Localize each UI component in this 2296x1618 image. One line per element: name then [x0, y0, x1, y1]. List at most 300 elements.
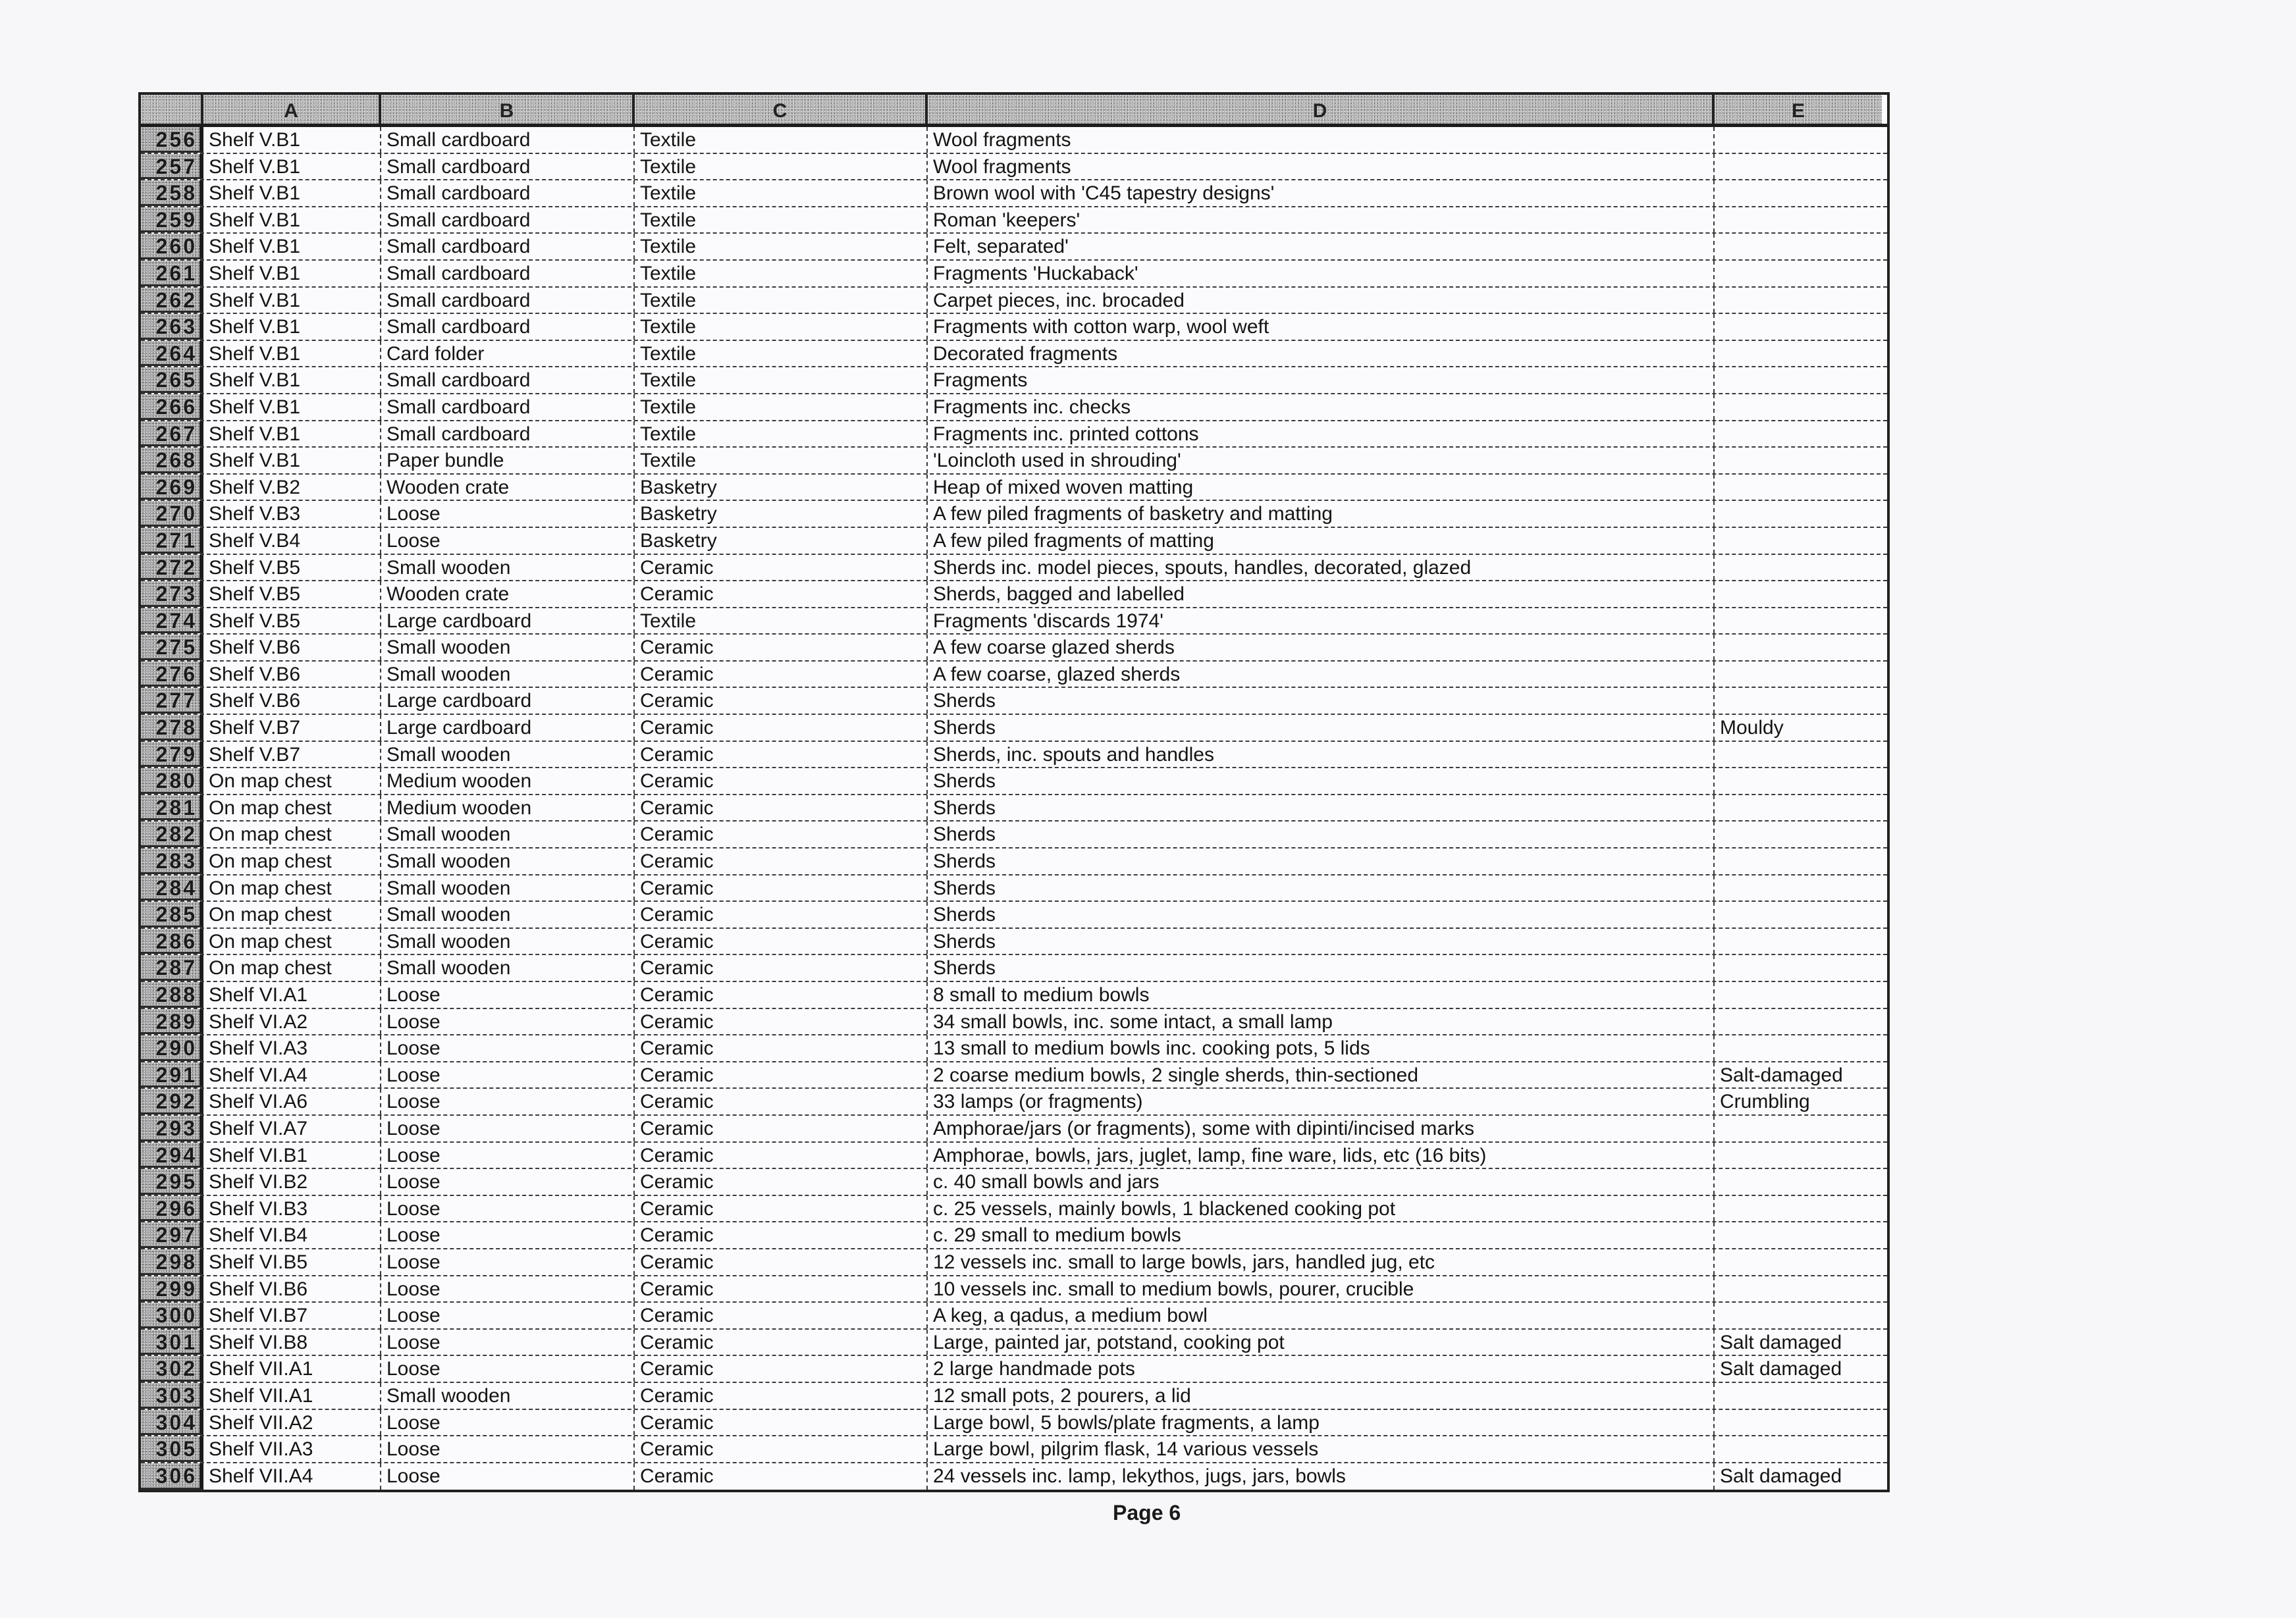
cell-condition — [1715, 421, 1882, 447]
cell-condition: Salt damaged — [1720, 1331, 1842, 1353]
cell-location: Shelf VI.A4 — [203, 1062, 381, 1088]
cell-material: Textile — [635, 448, 928, 473]
row-number: 286 — [141, 929, 203, 954]
row-number: 270 — [141, 501, 203, 527]
cell-container: Small wooden — [381, 662, 635, 687]
cell-location: Shelf V.B1 — [203, 448, 381, 473]
cell-description: Carpet pieces, inc. brocaded — [928, 288, 1715, 313]
row-number: 263 — [141, 314, 203, 340]
cell-container: Small cardboard — [381, 421, 635, 447]
cell-condition — [1715, 822, 1882, 847]
row-number: 277 — [141, 688, 203, 714]
cell-description: Sherds — [928, 902, 1715, 927]
cell-condition — [1715, 1276, 1882, 1302]
cell-description: Wool fragments — [928, 127, 1715, 153]
cell-location: Shelf V.B1 — [203, 394, 381, 420]
cell-description: Heap of mixed woven matting — [928, 475, 1715, 500]
cell-condition: Crumbling — [1720, 1091, 1810, 1113]
cell-material: Ceramic — [635, 1410, 928, 1436]
cell-description: Felt, separated' — [928, 234, 1715, 259]
row-number: 272 — [141, 555, 203, 581]
table-row — [141, 742, 1887, 769]
cell-container: Large cardboard — [381, 715, 635, 741]
cell-condition — [1715, 982, 1882, 1008]
cell-container: Loose — [381, 1303, 635, 1328]
row-number: 256 — [141, 127, 203, 153]
row-number: 257 — [141, 154, 203, 180]
cell-container: Small cardboard — [381, 367, 635, 393]
cell-material: Ceramic — [635, 1436, 928, 1462]
row-number: 285 — [141, 902, 203, 927]
cell-location: Shelf VII.A4 — [203, 1463, 381, 1490]
cell-container: Loose — [381, 1276, 635, 1302]
row-number: 261 — [141, 261, 203, 286]
cell-container: Loose — [381, 1249, 635, 1275]
table-row — [141, 875, 1887, 902]
table-row — [141, 1383, 1887, 1410]
cell-description: 2 large handmade pots — [928, 1356, 1715, 1382]
cell-condition — [1715, 1436, 1882, 1462]
cell-location: Shelf VI.B4 — [203, 1222, 381, 1248]
cell-container: Wooden crate — [381, 581, 635, 607]
table-row — [141, 1009, 1887, 1036]
cell-container: Loose — [381, 1169, 635, 1195]
table-row — [141, 1089, 1887, 1116]
cell-location: Shelf V.B1 — [203, 127, 381, 153]
cell-location: Shelf V.B5 — [203, 581, 381, 607]
cell-material: Ceramic — [635, 555, 928, 581]
cell-material: Ceramic — [635, 822, 928, 847]
cell-material: Ceramic — [635, 929, 928, 954]
cell-description: 34 small bowls, inc. some intact, a small lamp — [928, 1009, 1715, 1035]
cell-material: Textile — [635, 314, 928, 340]
cell-location: Shelf V.B1 — [203, 288, 381, 313]
cell-material: Textile — [635, 154, 928, 180]
cell-material: Ceramic — [635, 795, 928, 821]
table-row — [141, 902, 1887, 929]
cell-material: Ceramic — [635, 688, 928, 714]
row-number: 275 — [141, 635, 203, 660]
cell-container: Card folder — [381, 341, 635, 367]
cell-container: Small wooden — [381, 955, 635, 981]
cell-location: Shelf VI.A7 — [203, 1116, 381, 1141]
cell-description: 10 vessels inc. small to medium bowls, pourer, crucible — [928, 1276, 1715, 1302]
row-number: 301 — [141, 1330, 203, 1355]
row-number: 280 — [141, 768, 203, 794]
cell-condition — [1715, 581, 1882, 607]
cell-condition — [1715, 848, 1882, 874]
row-number: 258 — [141, 180, 203, 206]
cell-container: Paper bundle — [381, 448, 635, 473]
cell-description: Roman 'keepers' — [928, 207, 1715, 233]
cell-condition — [1715, 1196, 1882, 1222]
table-row — [141, 662, 1887, 689]
row-number: 265 — [141, 367, 203, 393]
cell-description: Sherds — [928, 955, 1715, 981]
cell-location: Shelf VI.A2 — [203, 1009, 381, 1035]
row-number: 273 — [141, 581, 203, 607]
cell-condition — [1715, 1222, 1882, 1248]
cell-location: Shelf V.B1 — [203, 180, 381, 206]
cell-material: Textile — [635, 608, 928, 634]
cell-container: Large cardboard — [381, 608, 635, 634]
cell-container: Loose — [381, 1463, 635, 1490]
cell-container: Loose — [381, 1143, 635, 1168]
cell-description: Wool fragments — [928, 154, 1715, 180]
table-row — [141, 207, 1887, 234]
cell-material: Ceramic — [635, 768, 928, 794]
cell-material: Textile — [635, 341, 928, 367]
table-row — [141, 1276, 1887, 1303]
cell-description: Amphorae/jars (or fragments), some with dipinti/incised marks — [928, 1116, 1715, 1141]
cell-container: Loose — [381, 528, 635, 554]
row-number: 282 — [141, 822, 203, 847]
cell-container: Small wooden — [381, 929, 635, 954]
cell-condition — [1715, 448, 1882, 473]
cell-material: Ceramic — [635, 982, 928, 1008]
cell-material: Ceramic — [635, 1143, 928, 1168]
cell-description: A few coarse, glazed sherds — [928, 662, 1715, 687]
table-row — [141, 127, 1887, 154]
cell-material: Ceramic — [635, 1249, 928, 1275]
cell-condition — [1715, 875, 1882, 901]
cell-condition — [1715, 1143, 1882, 1168]
table-row — [141, 1463, 1887, 1490]
cell-description: Sherds — [928, 822, 1715, 847]
cell-container: Loose — [381, 1330, 635, 1355]
cell-location: Shelf V.B1 — [203, 234, 381, 259]
row-number: 296 — [141, 1196, 203, 1222]
cell-description: Large bowl, pilgrim flask, 14 various vessels — [928, 1436, 1715, 1462]
cell-material: Basketry — [635, 528, 928, 554]
cell-material: Ceramic — [635, 1089, 928, 1114]
row-number: 295 — [141, 1169, 203, 1195]
cell-condition — [1715, 1169, 1882, 1195]
cell-condition — [1715, 608, 1882, 634]
cell-container: Loose — [381, 1222, 635, 1248]
cell-description: c. 25 vessels, mainly bowls, 1 blackened cooking pot — [928, 1196, 1715, 1222]
table-row — [141, 1410, 1887, 1437]
row-number: 289 — [141, 1009, 203, 1035]
cell-container: Loose — [381, 501, 635, 527]
cell-container: Small wooden — [381, 822, 635, 847]
corner-header — [141, 95, 203, 124]
cell-condition: Salt damaged — [1720, 1465, 1842, 1487]
cell-material: Textile — [635, 367, 928, 393]
cell-container: Wooden crate — [381, 475, 635, 500]
cell-condition — [1715, 528, 1882, 554]
cell-container: Small wooden — [381, 742, 635, 768]
cell-material: Basketry — [635, 501, 928, 527]
cell-location: Shelf V.B5 — [203, 555, 381, 581]
cell-container: Small wooden — [381, 555, 635, 581]
table-row — [141, 555, 1887, 582]
row-number: 279 — [141, 742, 203, 768]
cell-location: On map chest — [203, 768, 381, 794]
table-row — [141, 1249, 1887, 1276]
row-number: 268 — [141, 448, 203, 473]
column-header-c: C — [635, 95, 928, 124]
cell-material: Textile — [635, 394, 928, 420]
cell-container: Small cardboard — [381, 154, 635, 180]
row-number: 259 — [141, 207, 203, 233]
cell-description: A few coarse glazed sherds — [928, 635, 1715, 660]
row-number: 290 — [141, 1035, 203, 1061]
cell-location: Shelf VI.A6 — [203, 1089, 381, 1114]
cell-condition — [1715, 261, 1882, 286]
cell-material: Ceramic — [635, 902, 928, 927]
cell-description: Fragments inc. printed cottons — [928, 421, 1715, 447]
cell-location: On map chest — [203, 875, 381, 901]
table-row — [141, 1062, 1887, 1089]
cell-condition — [1715, 635, 1882, 660]
cell-location: Shelf V.B1 — [203, 367, 381, 393]
cell-description: Sherds — [928, 875, 1715, 901]
table-row — [141, 848, 1887, 875]
row-number: 305 — [141, 1436, 203, 1462]
cell-condition — [1715, 341, 1882, 367]
row-number: 274 — [141, 608, 203, 634]
cell-location: Shelf VI.A3 — [203, 1035, 381, 1061]
cell-description: Fragments with cotton warp, wool weft — [928, 314, 1715, 340]
table-row — [141, 635, 1887, 662]
cell-description: Fragments inc. checks — [928, 394, 1715, 420]
table-row — [141, 929, 1887, 956]
table-row — [141, 394, 1887, 421]
cell-condition — [1715, 314, 1882, 340]
cell-container: Small wooden — [381, 635, 635, 660]
cell-condition — [1715, 1249, 1882, 1275]
cell-container: Loose — [381, 1116, 635, 1141]
cell-description: 33 lamps (or fragments) — [928, 1089, 1715, 1114]
table-row — [141, 955, 1887, 982]
cell-container: Loose — [381, 982, 635, 1008]
row-number: 276 — [141, 662, 203, 687]
cell-description: A few piled fragments of basketry and matting — [928, 501, 1715, 527]
cell-description: 24 vessels inc. lamp, lekythos, jugs, jars, bowls — [928, 1463, 1715, 1490]
table-row — [141, 982, 1887, 1009]
cell-description: Amphorae, bowls, jars, juglet, lamp, fine ware, lids, etc (16 bits) — [928, 1143, 1715, 1168]
cell-condition — [1715, 662, 1882, 687]
cell-description: Sherds — [928, 688, 1715, 714]
cell-material: Ceramic — [635, 848, 928, 874]
cell-location: Shelf V.B1 — [203, 261, 381, 286]
table-body — [141, 127, 1887, 1490]
cell-location: Shelf V.B7 — [203, 742, 381, 768]
cell-condition — [1715, 501, 1882, 527]
row-number: 302 — [141, 1356, 203, 1382]
cell-material: Textile — [635, 207, 928, 233]
cell-condition: Salt-damaged — [1720, 1064, 1843, 1086]
column-header-a: A — [203, 95, 381, 124]
cell-container: Loose — [381, 1410, 635, 1436]
row-number: 262 — [141, 288, 203, 313]
row-number: 284 — [141, 875, 203, 901]
row-number: 294 — [141, 1143, 203, 1168]
row-number: 287 — [141, 955, 203, 981]
cell-condition — [1715, 475, 1882, 500]
cell-description: 13 small to medium bowls inc. cooking pots, 5 lids — [928, 1035, 1715, 1061]
table-row — [141, 581, 1887, 608]
cell-location: On map chest — [203, 955, 381, 981]
cell-container: Loose — [381, 1089, 635, 1114]
cell-condition — [1715, 1383, 1882, 1409]
row-number: 269 — [141, 475, 203, 500]
cell-condition — [1715, 1035, 1882, 1061]
cell-container: Loose — [381, 1196, 635, 1222]
cell-location: Shelf VI.B5 — [203, 1249, 381, 1275]
cell-condition — [1715, 1116, 1882, 1141]
table-row — [141, 367, 1887, 394]
cell-location: Shelf VII.A1 — [203, 1356, 381, 1382]
cell-material: Ceramic — [635, 1276, 928, 1302]
cell-condition — [1715, 127, 1882, 153]
cell-container: Small cardboard — [381, 314, 635, 340]
cell-condition — [1715, 1410, 1882, 1436]
row-number: 291 — [141, 1062, 203, 1088]
cell-location: Shelf VII.A1 — [203, 1383, 381, 1409]
cell-material: Ceramic — [635, 635, 928, 660]
cell-location: Shelf VI.B3 — [203, 1196, 381, 1222]
row-number: 304 — [141, 1410, 203, 1436]
cell-material: Ceramic — [635, 662, 928, 687]
column-header-b: B — [381, 95, 635, 124]
cell-location: Shelf V.B6 — [203, 662, 381, 687]
cell-condition — [1715, 367, 1882, 393]
table-row — [141, 1116, 1887, 1143]
cell-location: Shelf V.B6 — [203, 635, 381, 660]
cell-container: Small cardboard — [381, 180, 635, 206]
cell-condition — [1715, 1303, 1882, 1328]
cell-condition — [1715, 902, 1882, 927]
cell-location: Shelf V.B1 — [203, 341, 381, 367]
cell-container: Small cardboard — [381, 234, 635, 259]
cell-location: Shelf VI.A1 — [203, 982, 381, 1008]
cell-location: On map chest — [203, 902, 381, 927]
row-number: 271 — [141, 528, 203, 554]
table-row — [141, 688, 1887, 715]
cell-material: Textile — [635, 234, 928, 259]
row-number: 292 — [141, 1089, 203, 1114]
cell-condition — [1715, 288, 1882, 313]
cell-condition — [1715, 955, 1882, 981]
cell-location: On map chest — [203, 848, 381, 874]
cell-condition — [1715, 768, 1882, 794]
cell-material: Textile — [635, 421, 928, 447]
cell-material: Ceramic — [635, 1169, 928, 1195]
cell-description: Sherds — [928, 768, 1715, 794]
cell-location: Shelf V.B3 — [203, 501, 381, 527]
table-row — [141, 341, 1887, 368]
table-row — [141, 421, 1887, 448]
row-number: 298 — [141, 1249, 203, 1275]
cell-location: Shelf VI.B6 — [203, 1276, 381, 1302]
cell-description: Sherds, bagged and labelled — [928, 581, 1715, 607]
row-number: 297 — [141, 1222, 203, 1248]
cell-condition — [1715, 1009, 1882, 1035]
cell-description: Sherds — [928, 929, 1715, 954]
cell-material: Ceramic — [635, 581, 928, 607]
cell-material: Ceramic — [635, 955, 928, 981]
cell-description: 12 vessels inc. small to large bowls, jars, handled jug, etc — [928, 1249, 1715, 1275]
cell-description: Fragments 'Huckaback' — [928, 261, 1715, 286]
table-row — [141, 154, 1887, 181]
cell-container: Loose — [381, 1356, 635, 1382]
table-row — [141, 180, 1887, 207]
table-row — [141, 475, 1887, 502]
row-number: 306 — [141, 1463, 203, 1490]
cell-description: Sherds — [928, 848, 1715, 874]
cell-material: Basketry — [635, 475, 928, 500]
table-row — [141, 822, 1887, 848]
row-number: 281 — [141, 795, 203, 821]
cell-material: Ceramic — [635, 875, 928, 901]
table-row — [141, 1169, 1887, 1196]
cell-material: Textile — [635, 127, 928, 153]
table-row — [141, 501, 1887, 528]
cell-location: Shelf VII.A2 — [203, 1410, 381, 1436]
table-row — [141, 1303, 1887, 1330]
cell-description: Fragments — [928, 367, 1715, 393]
column-header-e: E — [1715, 95, 1882, 124]
cell-description: c. 40 small bowls and jars — [928, 1169, 1715, 1195]
cell-location: Shelf VI.B2 — [203, 1169, 381, 1195]
spreadsheet-table — [138, 92, 1890, 1492]
table-row — [141, 1436, 1887, 1463]
cell-condition — [1715, 929, 1882, 954]
cell-description: c. 29 small to medium bowls — [928, 1222, 1715, 1248]
cell-condition — [1715, 234, 1882, 259]
cell-condition: Mouldy — [1720, 717, 1784, 739]
cell-location: Shelf V.B7 — [203, 715, 381, 741]
cell-condition — [1715, 154, 1882, 180]
cell-material: Ceramic — [635, 1303, 928, 1328]
cell-location: On map chest — [203, 929, 381, 954]
cell-condition — [1715, 394, 1882, 420]
table-row — [141, 795, 1887, 822]
column-header-row — [141, 95, 1887, 127]
cell-container: Small cardboard — [381, 394, 635, 420]
table-row — [141, 314, 1887, 341]
row-number: 288 — [141, 982, 203, 1008]
cell-material: Ceramic — [635, 1035, 928, 1061]
cell-material: Ceramic — [635, 1383, 928, 1409]
cell-description: Large bowl, 5 bowls/plate fragments, a lamp — [928, 1410, 1715, 1436]
cell-location: Shelf V.B2 — [203, 475, 381, 500]
cell-location: On map chest — [203, 795, 381, 821]
cell-description: 8 small to medium bowls — [928, 982, 1715, 1008]
row-number: 264 — [141, 341, 203, 367]
cell-description: Sherds inc. model pieces, spouts, handles, decorated, glazed — [928, 555, 1715, 581]
table-row — [141, 1196, 1887, 1223]
cell-container: Small wooden — [381, 902, 635, 927]
cell-container: Medium wooden — [381, 768, 635, 794]
row-number: 293 — [141, 1116, 203, 1141]
cell-location: Shelf V.B1 — [203, 421, 381, 447]
cell-condition — [1715, 180, 1882, 206]
table-row — [141, 768, 1887, 795]
cell-location: Shelf V.B1 — [203, 314, 381, 340]
cell-condition — [1715, 795, 1882, 821]
cell-container: Large cardboard — [381, 688, 635, 714]
cell-container: Loose — [381, 1009, 635, 1035]
table-row — [141, 528, 1887, 555]
cell-description: Sherds — [928, 715, 1715, 741]
cell-description: A few piled fragments of matting — [928, 528, 1715, 554]
row-number: 300 — [141, 1303, 203, 1328]
row-number: 303 — [141, 1383, 203, 1409]
cell-location: Shelf VI.B1 — [203, 1143, 381, 1168]
